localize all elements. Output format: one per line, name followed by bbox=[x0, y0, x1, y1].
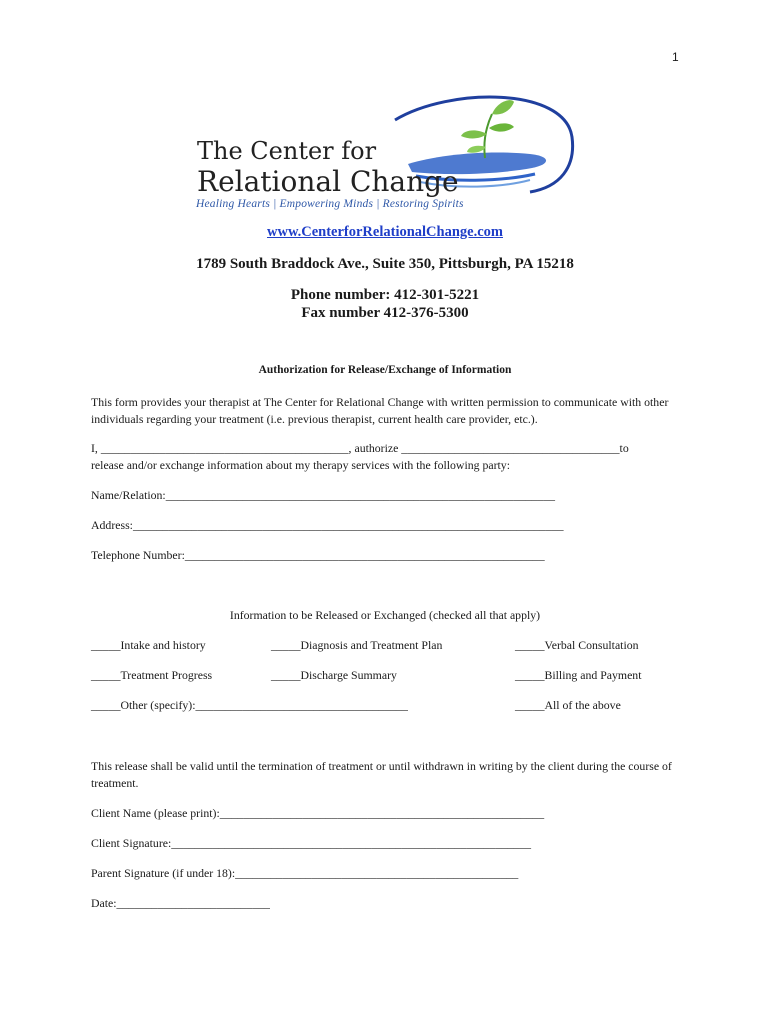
parent-signature-field[interactable]: Parent Signature (if under 18):________________________________________________ bbox=[91, 866, 519, 880]
option-other[interactable]: _____Other (specify):____________________________________ bbox=[91, 698, 408, 712]
client-name-field[interactable]: Client Name (please print):_______________________________________________________ bbox=[91, 806, 545, 820]
office-address: 1789 South Braddock Ave., Suite 350, Pittsburgh, PA 15218 bbox=[196, 256, 574, 272]
website-link[interactable]: www.CenterforRelationalChange.com bbox=[267, 224, 503, 240]
address-field[interactable]: Address:_________________________________________________________________________ bbox=[91, 518, 564, 532]
fax-number: Fax number 412-376-5300 bbox=[301, 305, 469, 321]
logo-line1: The Center for bbox=[197, 137, 377, 165]
name-relation-field[interactable]: Name/Relation:__________________________________________________________________ bbox=[91, 488, 555, 502]
authorize-line-continued: release and/or exchange information about my therapy services with the following party: bbox=[91, 458, 510, 472]
info-heading: Information to be Released or Exchanged (checked all that apply) bbox=[229, 608, 541, 622]
logo-tagline: Healing Hearts | Empowering Minds | Restoring Spirits bbox=[196, 198, 464, 210]
authorize-line[interactable]: I, __________________________________________, authorize _____________________________________to bbox=[91, 441, 629, 455]
option-verbal-consultation[interactable]: _____Verbal Consultation bbox=[515, 638, 639, 652]
page-number: 1 bbox=[672, 50, 679, 64]
form-intro: This form provides your therapist at The Center for Relational Change with written permission to communicate with other individuals regarding your treatment (i.e. previous therapist, current health care provider, etc.). bbox=[91, 395, 669, 426]
option-diagnosis-plan[interactable]: _____Diagnosis and Treatment Plan bbox=[271, 638, 443, 652]
option-all[interactable]: _____All of the above bbox=[515, 698, 621, 712]
logo-line2: Relational Change bbox=[197, 165, 459, 198]
option-treatment-progress[interactable]: _____Treatment Progress bbox=[91, 668, 213, 682]
form-title: Authorization for Release/Exchange of Information bbox=[258, 364, 512, 376]
phone-number: Phone number: 412-301-5221 bbox=[290, 287, 480, 303]
client-signature-field[interactable]: Client Signature:_____________________________________________________________ bbox=[91, 836, 532, 850]
center-logo bbox=[180, 92, 590, 220]
date-field[interactable]: Date:__________________________ bbox=[91, 896, 270, 910]
validity-statement: This release shall be valid until the termination of treatment or until withdrawn in writing by the client during the course of treatment. bbox=[91, 759, 672, 790]
option-discharge-summary[interactable]: _____Discharge Summary bbox=[271, 668, 397, 682]
option-billing-payment[interactable]: _____Billing and Payment bbox=[515, 668, 642, 682]
telephone-field[interactable]: Telephone Number:_____________________________________________________________ bbox=[91, 548, 545, 562]
option-intake-history[interactable]: _____Intake and history bbox=[91, 638, 206, 652]
